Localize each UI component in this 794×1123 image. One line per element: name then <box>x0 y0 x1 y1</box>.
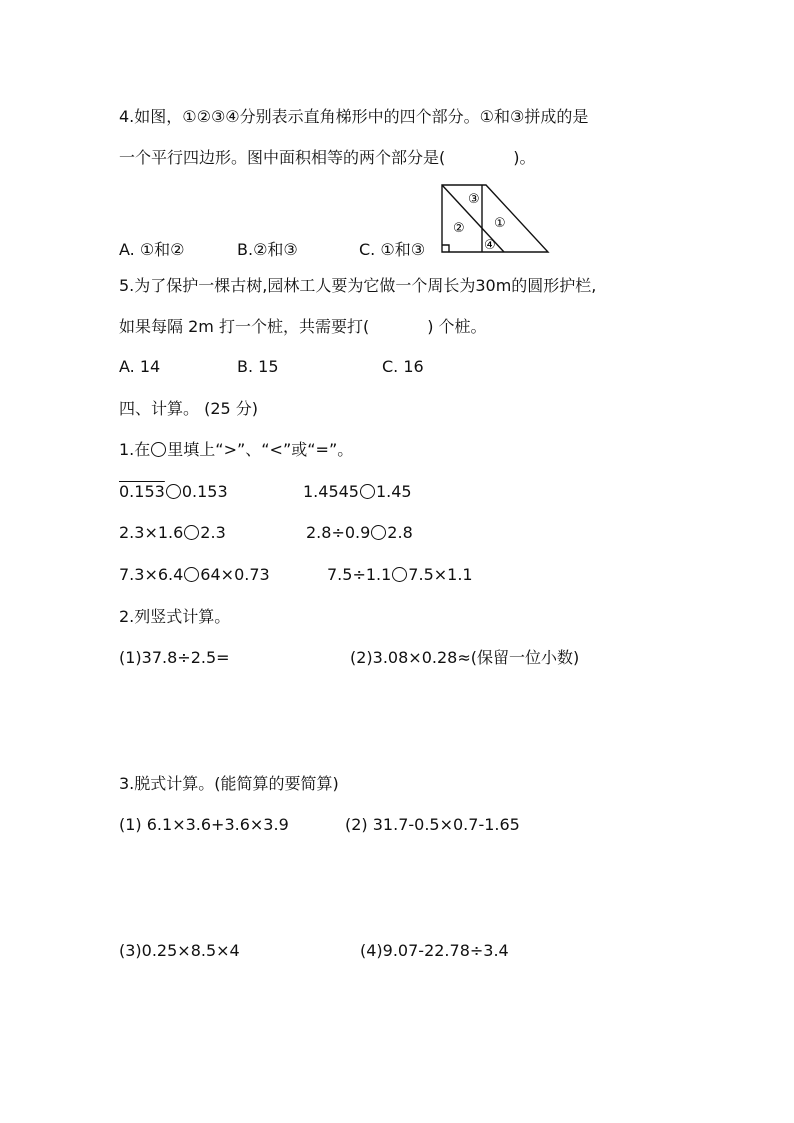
part-label-4: ④ <box>484 238 496 253</box>
compare-row-2-left <box>119 523 226 543</box>
q4-line1: 4.如图，①②③④分别表示直角梯形中的四个部分。①和③拼成的是 <box>119 107 589 126</box>
q4-option-b[interactable]: B.②和③ <box>237 240 298 259</box>
part-label-2: ② <box>453 221 465 236</box>
q4-line2-suffix: )。 <box>513 148 536 167</box>
compare-row-1-left <box>119 482 228 502</box>
compare-left-operand: 7.3×6.4 <box>119 565 184 584</box>
q4-line2-prefix: 一个平行四边形。图中面积相等的两个部分是( <box>119 148 446 167</box>
compare-right-operand: 0.153 <box>181 482 228 501</box>
compare-circle[interactable] <box>360 484 375 499</box>
compare-left-operand: 1.4545 <box>303 482 359 501</box>
q5-line2 <box>119 317 487 337</box>
compare-row-3-right <box>327 565 473 585</box>
compare-right-operand: 2.8 <box>387 523 413 542</box>
q5-option-b[interactable]: B. 15 <box>237 357 279 376</box>
calc1-prompt-start: 1.在 <box>119 440 151 459</box>
compare-circle[interactable] <box>184 567 199 582</box>
q4-line2 <box>119 148 536 168</box>
compare-row-3-left <box>119 565 270 585</box>
calc3-item-4: (4)9.07-22.78÷3.4 <box>360 941 509 960</box>
compare-circle[interactable] <box>166 484 181 499</box>
compare-right-operand: 2.3 <box>200 523 226 542</box>
circle-icon <box>151 442 166 457</box>
q5-line1: 5.为了保护一棵古树,园林工人要为它做一个周长为30m的圆形护栏, <box>119 276 597 295</box>
q4-option-c[interactable]: C. ①和③ <box>359 240 426 259</box>
calc2-item-1: (1)37.8÷2.5= <box>119 648 230 667</box>
compare-right-operand: 7.5×1.1 <box>408 565 473 584</box>
calc1-prompt <box>119 440 353 460</box>
compare-row-1-right <box>303 482 412 502</box>
compare-circle[interactable] <box>184 525 199 540</box>
q5-option-c[interactable]: C. 16 <box>382 357 424 376</box>
q5-line2-suffix: ) 个桩。 <box>427 317 487 336</box>
compare-left-operand: 2.3×1.6 <box>119 523 184 542</box>
compare-left-operand: 7.5÷1.1 <box>327 565 392 584</box>
q5-option-a[interactable]: A. 14 <box>119 357 161 376</box>
calc1-prompt-end: 里填上“>”、“<”或“=”。 <box>167 440 354 459</box>
section-title: 四、计算。 (25 分) <box>119 399 259 418</box>
calc3-item-2: (2) 31.7-0.5×0.7-1.65 <box>345 815 520 834</box>
compare-left-operand: 0.153 <box>119 482 165 501</box>
compare-right-operand: 1.45 <box>375 482 412 501</box>
q4-option-a[interactable]: A. ①和② <box>119 240 185 259</box>
right-angle-mark <box>442 245 449 252</box>
compare-right-operand: 64×0.73 <box>200 565 270 584</box>
compare-circle[interactable] <box>392 567 407 582</box>
calc3-item-1: (1) 6.1×3.6+3.6×3.9 <box>119 815 289 834</box>
part-label-3: ③ <box>468 192 480 207</box>
calc2-item-2: (2)3.08×0.28≈(保留一位小数) <box>350 648 580 667</box>
calc2-title: 2.列竖式计算。 <box>119 607 231 626</box>
calc3-item-3: (3)0.25×8.5×4 <box>119 941 240 960</box>
calc3-title: 3.脱式计算。(能简算的要简算) <box>119 774 339 793</box>
compare-row-2-right <box>306 523 413 543</box>
compare-left-operand: 2.8÷0.9 <box>306 523 371 542</box>
compare-circle[interactable] <box>371 525 386 540</box>
part-label-1: ① <box>494 216 506 231</box>
trapezoid-figure <box>436 182 554 256</box>
q5-line2-prefix: 如果每隔 2m 打一个桩，共需要打( <box>119 317 370 336</box>
